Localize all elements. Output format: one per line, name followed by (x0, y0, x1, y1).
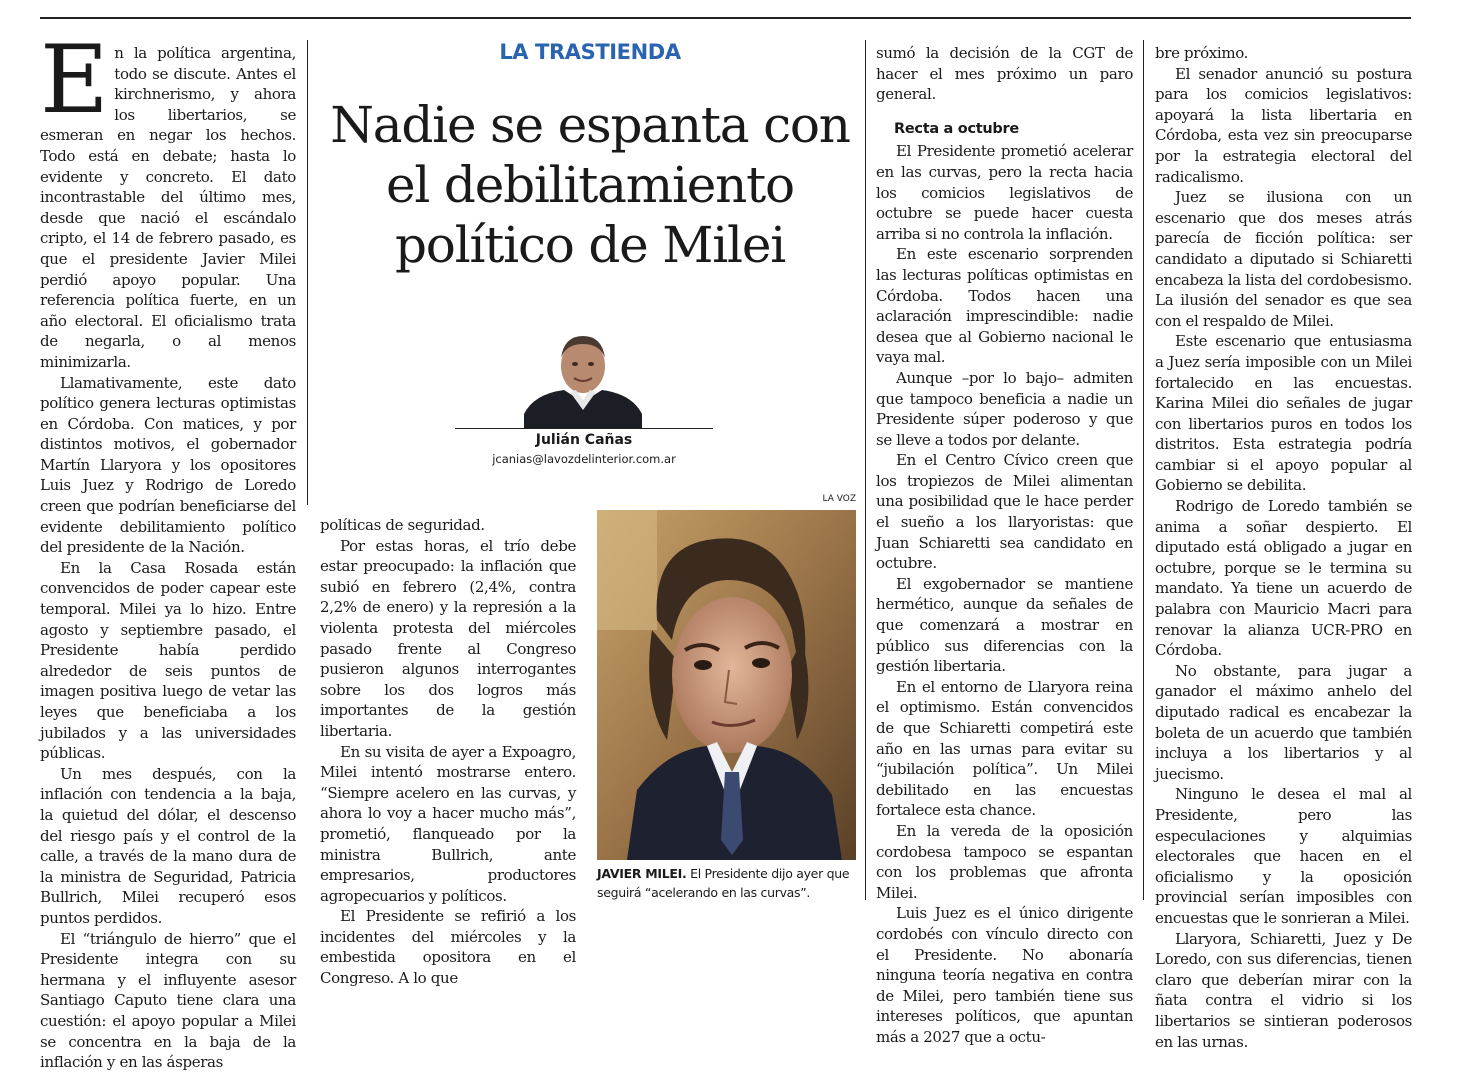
section-kicker: LA TRASTIENDA (499, 40, 681, 64)
caption-text: El Presidente dijo ayer que seguirá “acelerando en las curvas”. (597, 866, 850, 900)
paragraph: En este escenario sorprenden las lecturas políticas optimistas en Córdoba. Todos hacen una aclaración imprescindible: nadie desea que al Gobierno nacional le vaya mal. (876, 245, 1133, 367)
paragraph: Rodrigo de Loredo también se anima a soñar despierto. El diputado está obligado a jugar en octubre, porque se le termina su mandato. Ya tiene un acuerdo de palabra con Mauricio Macri para renovar la alianza UCR-PRO en Córdoba. (1155, 497, 1412, 660)
paragraph: Llamativamente, este dato político genera lecturas optimistas en Córdoba. Con matices, y por distintos motivos, el gobernador Martín Llaryora y los opositores Luis Juez y Rodrigo de Loredo creen que podrían beneficiarse del evidente debilitamiento político del presidente de la Nación. (40, 373, 296, 557)
paragraph: Llaryora, Schiaretti, Juez y De Loredo, con sus diferencias, tienen claro que deberían mirar con la ñata contra el vidrio si los libertarios se sintieran poderosos en las urnas. (1155, 929, 1412, 1051)
article-column-4 (1155, 43, 1412, 1052)
paragraph: Aunque –por lo bajo– admiten que tampoco beneficia a nadie un Presidente súper poderoso y que se lleve a todos por delante. (876, 368, 1133, 449)
photo-caption (597, 864, 859, 902)
paragraph: Luis Juez es el único dirigente cordobés con vínculo directo con el Presidente. No abonaría ninguna teoría negativa en contra de Milei, pero también tiene sus intereses políticos, que apuntan más a 2027 que a octu- (876, 904, 1133, 1046)
paragraph: En su visita de ayer a Expoagro, Milei intentó mostrarse entero. “Siempre acelero en las curvas, y ahora lo voy a hacer mucho más”, prometió, flanqueado por la ministra Bullrich, ante empresarios, productores agropecuarios y políticos. (320, 742, 576, 905)
paragraph: En el entorno de Llaryora reina el optimismo. Están convencidos de que Schiaretti competirá este año en las urnas para evitar su “jubilación política”. Un Milei debilitado en las encuestas fortalece esta chance. (876, 677, 1133, 820)
headline: Nadie se espanta con el debilitamiento político de Milei (330, 96, 850, 274)
paragraph: políticas de seguridad. (320, 516, 485, 534)
paragraph: El Presidente se refirió a los incidentes del miércoles y la embestida opositora en el Congreso. A lo que (320, 907, 576, 988)
article-column-1 (40, 26, 296, 1073)
paragraph: En la Casa Rosada están convencidos de poder capear este temporal. Milei ya lo hizo. Entre agosto y septiembre pasado, el Presidente había perdido alrededor de seis puntos de imagen positiva luego de vetar las leyes que beneficiaba a los jubilados y a las universidades públicas. (40, 558, 296, 763)
photo-credit: LA VOZ (822, 494, 856, 504)
milei-photo (597, 510, 856, 860)
paragraph: Por estas horas, el trío debe estar preocupado: la inflación que subió en febrero (2,4%, contra 2,2% de enero) y la represión a la violenta protesta del miércoles pasado frente al Congreso pusieron algunos interrogantes sobre los dos logros más importantes de la gestión libertaria. (320, 536, 576, 740)
subhead: Recta a octubre (894, 120, 1019, 137)
paragraph: El “triángulo de hierro” que el Presidente integra con su hermana y el influyente asesor Santiago Caputo tiene clara una cuestión: el apoyo popular a Milei se concentra en la baja de la inflación y en las ásperas (40, 929, 296, 1072)
author-email[interactable]: jcanias@lavozdelinterior.com.ar (492, 452, 676, 466)
paragraph: Ninguno le desea el mal al Presidente, pero las especulaciones y alquimias electorales que hacen en el oficialismo y la oposición provincial serían imposibles con encuestas que le sonrieran a Milei. (1155, 785, 1412, 927)
paragraph: Juez se ilusiona con un escenario que dos meses atrás parecía de ficción política: ser candidato a diputado si Schiaretti encabeza la lista del cordobesismo. La ilusión del senador es que sea con el respaldo de Milei. (1155, 188, 1412, 330)
paragraph: El senador anunció su postura para los comicios legislativos: apoyará la lista libertaria en Córdoba, esta vez sin preocuparse por la estrategia electoral del radicalismo. (1155, 64, 1412, 186)
column-divider-3 (1143, 40, 1144, 900)
paragraph: Un mes después, con la inflación con tendencia a la baja, la quietud del dólar, el descenso del riesgo país y el control de la calle, a través de la mano dura de la ministra de Seguridad, Patricia Bullrich, Milei recuperó esos puntos perdidos. (40, 764, 296, 927)
paragraph: En el Centro Cívico creen que los tropiezos de Milei alimentan una posibilidad que le hace perder el sueño a los llaryoristas: que Juan Schiaretti sea candidato en octubre. (876, 451, 1133, 573)
lead-paragraph: En la política argentina, todo se discute. Antes el kirchnerismo, y ahora los libertarios, se esmeran en negar los hechos. Todo está en debate; hasta lo evidente y concreto. El dato incontrastable del último mes, desde que nació el escándalo cripto, el 14 de febrero pasado, es que el presidente Javier Milei perdió apoyo popular. Una referencia política fuerte, en un año electoral. El oficialismo trata de negarla, o al menos minimizarla. (40, 26, 296, 371)
paragraph: El exgobernador se mantiene hermético, aunque da señales de que comenzará a mostrar en público sus diferencias con la gestión libertaria. (876, 574, 1133, 676)
paragraph: bre próximo. (1155, 44, 1249, 62)
column-divider-2 (865, 40, 866, 900)
author-rule (455, 428, 713, 429)
paragraph: No obstante, para jugar a ganador el máximo anhelo del diputado radical es encabezar la boleta de un acuerdo que también incluya a los libertarios y al juecismo. (1155, 661, 1412, 783)
author-portrait (524, 330, 642, 428)
paragraph: En la vereda de la oposición cordobesa tampoco se espantan con los problemas que afronta Milei. (876, 821, 1133, 902)
top-rule (40, 17, 1411, 19)
paragraph: Este escenario que entusiasma a Juez sería imposible con un Milei fortalecido en las encuestas. Karina Milei dio señales de jugar con libertarios puros en todos los distritos. Esta estrategia podría cambiar si el apoyo popular al Gobierno se debilita. (1155, 332, 1412, 495)
drop-cap: E (40, 26, 109, 135)
caption-name: JAVIER MILEI. (597, 866, 687, 881)
article-column-3 (876, 43, 1133, 1048)
column-divider-1 (307, 40, 308, 505)
paragraph: sumó la decisión de la CGT de hacer el mes próximo un paro general. (876, 44, 1133, 104)
article-column-2 (320, 515, 576, 989)
paragraph: El Presidente prometió acelerar en las curvas, pero la recta hacia los comicios legislativos de octubre se puede hacer cuesta arriba si no controla la inflación. (876, 142, 1133, 243)
author-name: Julián Cañas (535, 432, 633, 448)
